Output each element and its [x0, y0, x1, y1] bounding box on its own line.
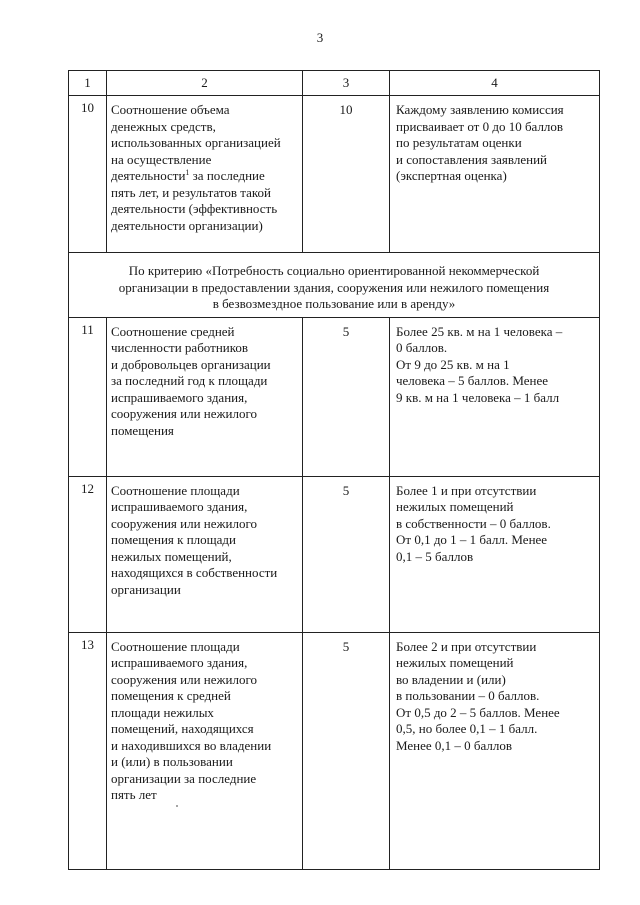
points-value: 5 [303, 317, 390, 476]
points-value: 5 [303, 632, 390, 869]
row-number: 12 [69, 476, 107, 632]
criterion-text: Соотношение объема денежных средств, использованных организацией на осуществление деятельности$^1$ за последние пять лет, и результатов такой деятельности (эффективность деятельности организации) [107, 96, 303, 253]
scoring-text: Каждому заявлению комиссия присваивает от 0 до 10 баллов по результатам оценки и сопоставления заявлений (экспертная оценка) [390, 96, 600, 253]
section-heading: По критерию «Потребность социально ориентированной некоммерческой организации в предоставлении здания, сооружения или нежилого помещения в безвозмездное пользование или в аренду» [69, 253, 600, 318]
scoring-text: Более 1 и при отсутствии нежилых помещений в собственности – 0 баллов. От 0,1 до 1 – 1 балл. Менее 0,1 – 5 баллов [390, 476, 600, 632]
table-row [69, 96, 600, 253]
points-value: 10 [303, 96, 390, 253]
criterion-text: Соотношение площади испрашиваемого здания, сооружения или нежилого помещения к средней площади нежилых помещений, находящихся и находившихся во владении и (или) в пользовании организации за последние пять лет [107, 632, 303, 869]
table-header-row [69, 71, 600, 96]
scoring-text: Более 2 и при отсутствии нежилых помещений во владении и (или) в пользовании – 0 баллов. От 0,5 до 2 – 5 баллов. Менее 0,5, но более 0,1 – 1 балл. Менее 0,1 – 0 баллов [390, 632, 600, 869]
points-value: 5 [303, 476, 390, 632]
scan-speck [176, 805, 178, 807]
header-col-4: 4 [390, 71, 600, 96]
footnote-marker: 1 [185, 168, 190, 177]
criterion-text: Соотношение средней численности работников и добровольцев организации за последний год к площади испрашиваемого здания, сооружения или нежилого помещения [107, 317, 303, 476]
scoring-text: Более 25 кв. м на 1 человека – 0 баллов. От 9 до 25 кв. м на 1 человека – 5 баллов. Менее 9 кв. м на 1 человека – 1 балл [390, 317, 600, 476]
section-heading-row [69, 253, 600, 318]
row-number: 11 [69, 317, 107, 476]
table-row [69, 317, 600, 476]
header-col-2: 2 [107, 71, 303, 96]
header-col-1: 1 [69, 71, 107, 96]
table-row [69, 476, 600, 632]
header-col-3: 3 [303, 71, 390, 96]
criteria-table [68, 70, 600, 870]
row-number: 13 [69, 632, 107, 869]
criterion-text: Соотношение площади испрашиваемого здания, сооружения или нежилого помещения к площади нежилых помещений, находящихся в собственности организации [107, 476, 303, 632]
page-number: 3 [316, 30, 324, 45]
row-number: 10 [69, 96, 107, 253]
table-row [69, 632, 600, 869]
